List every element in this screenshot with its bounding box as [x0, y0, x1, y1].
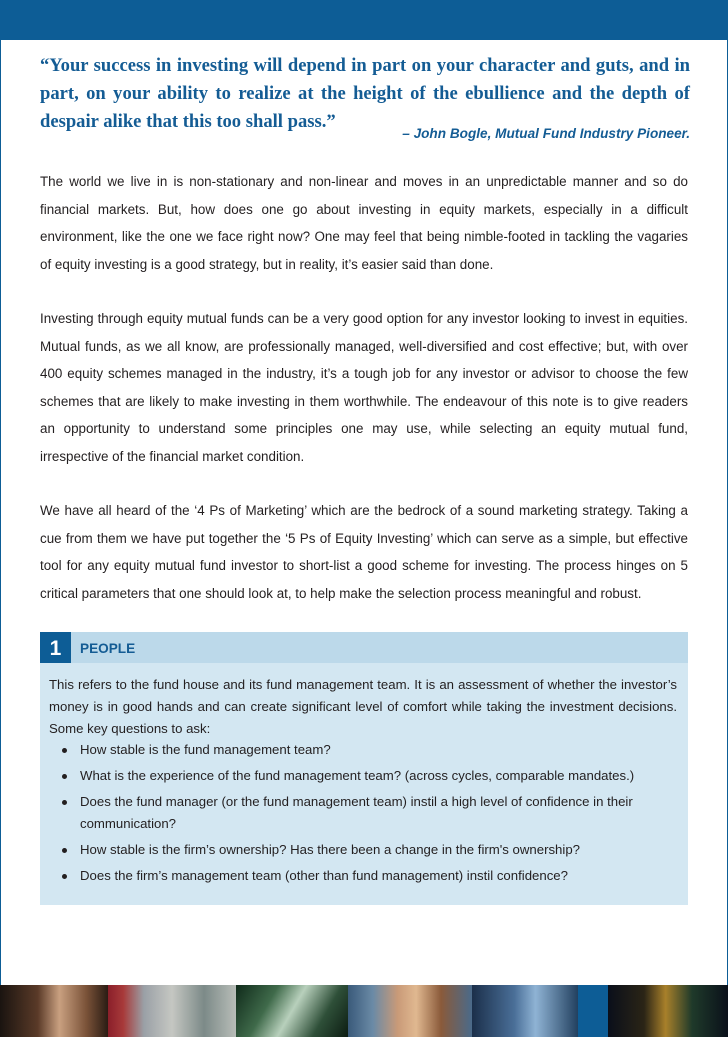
people-section-header — [40, 632, 688, 663]
woman-portrait-image — [0, 985, 108, 1037]
list-item: Does the fund manager (or the fund management team) instil a high level of confidence in their communication? — [49, 791, 669, 835]
list-item: How stable is the firm’s ownership? Has there been a change in the firm's ownership? — [49, 839, 669, 861]
market-ticker-image — [236, 985, 348, 1037]
currency-notes-image — [108, 985, 236, 1037]
people-intro-text: This refers to the fund house and its fund management team. It is an assessment of whether the investor’s money is in good hands and can create significant level of comfort while taking the investment decisions. Some key questions to ask: — [49, 677, 677, 736]
quote-attribution: – John Bogle, Mutual Fund Industry Pioneer. — [402, 126, 690, 141]
body-paragraph-2: Investing through equity mutual funds can be a very good option for any investor looking to invest in equities. Mutual funds, as we all know, are professionally managed, well-diversified and cost effective; but, with over 400 equity schemes managed in the industry, it’s a tough job for any investor or advisor to choose the few schemes that are likely to make investing in them worthwhile. The endeavour of this note is to give readers an opportunity to understand some principles one may use, while selecting an equity mutual fund, irrespective of the financial market condition. — [40, 311, 688, 464]
opening-quote: “Your success in investing will depend in part on your character and guts, and in part, on your ability to realize at the height of the ebullience and the depth of despair alike that this too shall pass.” — [40, 55, 690, 132]
family-group-image — [348, 985, 472, 1037]
brand-blue-panel — [578, 985, 608, 1037]
city-skyline-image — [472, 985, 578, 1037]
stock-display-image — [608, 985, 728, 1037]
section-title: PEOPLE — [80, 641, 136, 656]
key-questions-list — [49, 739, 669, 891]
list-item: Does the firm’s management team (other than fund management) instil confidence? — [49, 865, 669, 887]
body-paragraph-3: We have all heard of the ‘4 Ps of Marketing’ which are the bedrock of a sound marketing strategy. Taking a cue from them we have put together the ‘5 Ps of Equity Investing’ which can serve as a simple, but effective tool for any equity mutual fund investor to short-list a good scheme for investing. The process hinges on 5 critical parameters that one should look at, to help make the selection process meaningful and robust. — [40, 503, 688, 601]
photo-collage-strip — [0, 985, 728, 1037]
top-color-band — [0, 0, 728, 40]
list-item: What is the experience of the fund management team? (across cycles, comparable mandates.) — [49, 765, 669, 787]
list-item: How stable is the fund management team? — [49, 739, 669, 761]
body-paragraph-1: The world we live in is non-stationary and non-linear and moves in an unpredictable manner and so do financial markets. But, how does one go about investing in equity markets, especially in a difficult environment, like the one we face right now? One may feel that being nimble-footed in tackling the vagaries of equity investing is a good strategy, but in reality, it’s easier said than done. — [40, 174, 688, 272]
people-section-box — [40, 632, 688, 905]
section-number-badge: 1 — [40, 632, 71, 663]
page-border-left — [0, 40, 1, 985]
